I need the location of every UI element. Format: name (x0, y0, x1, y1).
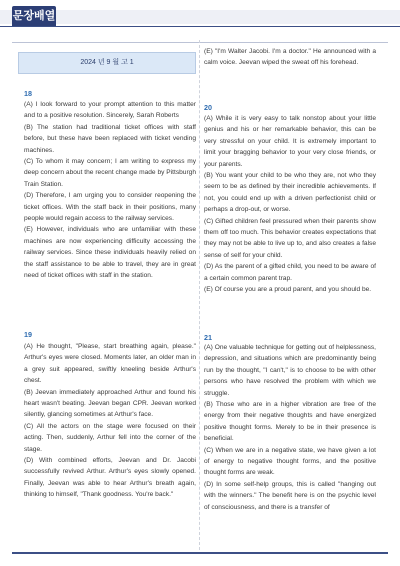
choice-c: (C) Gifted children feel pressured when their parents show them off too much. This behavior creates expectations that they may not be able to live up to, and also creates a false sense of self for your child. (204, 217, 376, 259)
choice-a: (A) He thought, "Please, start breathing again, please." Arthur's eyes were closed. Moments later, an older man in a grey suit appeared, swiftly kneeling beside Arthur's chest. (24, 343, 196, 385)
header-underline (0, 26, 400, 27)
question-18 (24, 99, 196, 282)
choice-e: (E) "I'm Walter Jacobi. I'm a doctor." He announced with a calm voice. Jeevan wiped the sweat off his forehead. (204, 48, 376, 67)
choice-a: (A) One valuable technique for getting out of helplessness, depression, and situations which are predominantly being run by the thought, "I can't," is to choose to be with other persons who have resolved the problem with which we struggle. (204, 344, 376, 397)
choice-b: (B) You want your child to be who they are, not who they seem to be as defined by their incredible achievements. If not, you could end up with a driven perfectionist child or perhaps a drop-out, or worse. (204, 172, 376, 214)
choice-a: (A) While it is very easy to talk nonstop about your little genius and his or her remarkable behavior, this can be very stressful on your child. It is extremely important to limit your bragging behavior to your very close friends, or your parents. (204, 115, 376, 168)
question-21 (204, 342, 376, 513)
date-box: 2024 년 9 월 고 1 (18, 52, 196, 74)
section-tab: 문장배열 (12, 6, 56, 26)
choice-c: (C) To whom it may concern; I am writing to express my deep concern about the recent change made by Pittsburgh Train Station. (24, 158, 196, 188)
choice-d: (D) As the parent of a gifted child, you need to be aware of a certain common parent trap. (204, 263, 376, 282)
column-divider (199, 40, 200, 550)
choice-d: (D) With combined efforts, Jeevan and Dr. Jacobi successfully revived Arthur. Arthur's eyes slowly opened. Finally, Jeevan was able to hear Arthur's breath again, thinking to himself, "Thank goodness. You're back." (24, 457, 196, 499)
choice-b: (B) Those who are in a higher vibration are free of the energy from their negative thoughts and have energized positive thought forms. Merely to be in their presence is beneficial. (204, 401, 376, 443)
question-19 (24, 341, 196, 501)
question-19-continued (204, 46, 376, 69)
choice-b: (B) The station had traditional ticket offices with staff before, but these have been replaced with ticket vending machines. (24, 123, 196, 154)
footer-rule (12, 552, 388, 554)
choice-c: (C) When we are in a negative state, we have given a lot of energy to negative thought forms, and the positive thought forms are weak. (204, 446, 376, 477)
question-number: 20 (204, 103, 212, 112)
top-rule (12, 42, 388, 43)
question-number: 18 (24, 89, 32, 98)
question-number: 21 (204, 333, 212, 342)
choice-d: (D) In some self-help groups, this is called "hanging out with the winners." The benefit here is on the psychic level of consciousness, and there is a transfer of (204, 480, 376, 511)
question-20 (204, 113, 376, 296)
choice-a: (A) I look forward to your prompt attention to this matter and to a positive resolution. Sincerely, Sarah Roberts (24, 101, 196, 120)
choice-e: (E) Of course you are a proud parent, and you should be. (204, 286, 372, 294)
question-number: 19 (24, 330, 32, 339)
page-header (0, 0, 400, 28)
choice-c: (C) All the actors on the stage were focused on their acting. Then, suddenly, Arthur fell into the corner of the stage. (24, 422, 196, 453)
choice-b: (B) Jeevan immediately approached Arthur and found his heart wasn't beating. Jeevan began CPR. Jeevan worked silently, glancing sometimes at Arthur's face. (24, 388, 196, 419)
header-band (0, 10, 400, 24)
choice-d: (D) Therefore, I am urging you to consider reopening the ticket offices. With the staff back in their positions, many people would regain access to the railway services. (24, 192, 196, 223)
choice-e: (E) However, individuals who are unfamiliar with these machines are now experiencing difficulty accessing the railway services. Since these individuals heavily relied on the staff assistance to be able to travel, they are in great need of ticket offices with staff in the station. (24, 226, 196, 280)
